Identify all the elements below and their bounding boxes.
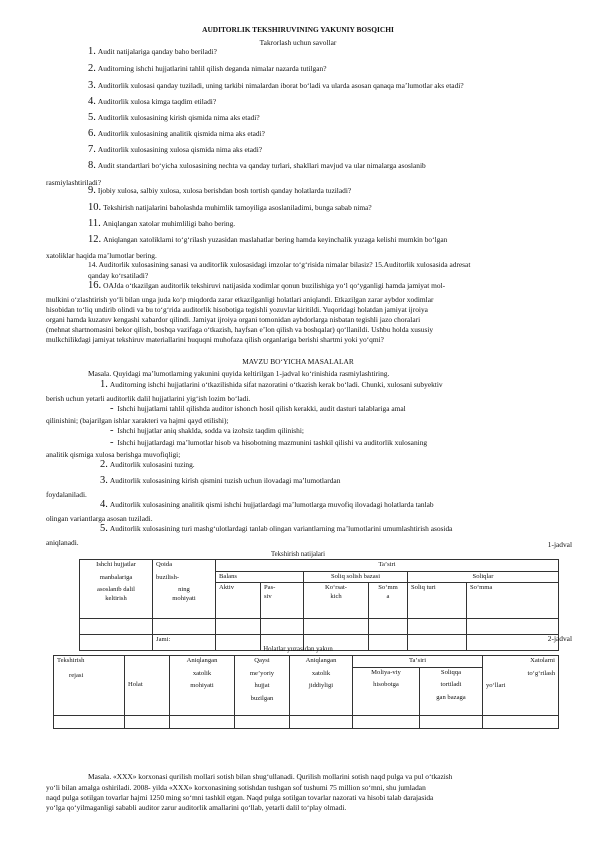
task-item: 4. Auditorlik xulosasining analitik qismi ishchi hujjatlardagi maʼlumotlarga muvofiq ilovadagi holatlarda tanlab xyxy=(100,499,434,510)
question-item: 9. Ijobiy xulosa, salbiy xulosa, xulosa berishdan bosh tortish qanday holatlarda tuziladi? xyxy=(88,185,352,196)
table1-caption: Tekshirish natijalari xyxy=(270,551,326,558)
question-item: 11. Aniqlangan xatolar muhimliligi baho bering. xyxy=(88,218,236,229)
final-paragraph-line: Masala. «XXX» korxonasi qurilish mollari sotish bilan shugʻullanadi. Qurilish mollarini sotish naqd pulga va pul oʻtkazish xyxy=(88,772,453,781)
paragraph-line: (mehnat shartnomasini bekor qilish, boshqa vazifaga oʻtkazish, hayfsan eʼlon qilish va boshqalar) qoʻllanildi. Ushbu holda xususiy xyxy=(46,325,434,334)
table1-header-effect: Taʼsiri xyxy=(216,560,559,572)
masala-intro: Masala. Quyidagi maʼlumotlarning yakunini quyida keltirilgan 1-jadval koʻrinishida rasmiylashtiring. xyxy=(88,369,390,378)
paragraph-line: hisobidan toʻliq undirib olindi va bu toʻgʻrida auditorlik hisobotiga tegishli yozuvlar kiritildi. Yuqoridagi holatdan jamiyat ijroiya xyxy=(46,305,428,314)
task-continuation: aniqlanadi. xyxy=(46,538,79,547)
table1-header-taxsum: Soʻmma xyxy=(467,583,559,619)
task-item: - Ishchi hujjatlarni tahlil qilishda auditor ishonch hosil qilish kerakki, audit dasturi talablariga amal xyxy=(110,403,406,414)
question-item: 8. Audit standartlari boʻyicha xulosasining nechta va qanday turlari, shakllari mavjud va ular nimalarga asoslanib xyxy=(88,160,426,171)
table1-header-taxes: Soliqlar xyxy=(408,571,559,583)
table2-header-error: Aniqlangan xatolik mohiyati xyxy=(170,656,235,716)
question-item: 10. Tekshirish natijalarini baholashda muhimlik tamoyiliga asoslaniladimi, bunga sabab nima? xyxy=(88,202,372,213)
table1-header-taxtype: Soliq turi xyxy=(408,583,467,619)
final-paragraph-line: naqd pulga sotilgan tovarlar hajmi 1250 ming soʻmni tashkil etgan. Naqd pulga sotilgan tovarlar nazorati va hisobi talab darajasida xyxy=(46,793,434,802)
table1-header-passiv: Pas- siv xyxy=(261,583,304,619)
task-continuation: foydalaniladi. xyxy=(46,490,87,499)
section-title: MAVZU BOʻYICHA MASALALAR xyxy=(242,357,354,366)
table2-header-financial: Moliya-viy hisobotga xyxy=(353,667,420,715)
question-item: 16. OAJda oʻtkazilgan auditorlik tekshiruvi natijasida xodimlar qonun buzilishiga yoʻl qoʻyganligi hamda jamiyat mol- xyxy=(88,280,446,291)
question-item: 1. Audit natijalariga qanday baho beriladi? xyxy=(88,46,217,57)
table2-header-effect: Taʼsiri xyxy=(353,656,483,668)
task-item: 2. Auditorlik xulosasini tuzing. xyxy=(100,459,195,470)
results-table xyxy=(79,559,559,651)
question-item: 14. Auditorlik xulosasining sanasi va auditorlik xulosasidagi imzolar toʻgʻrisida nimalar bilasiz? 15.Auditorlik xulosasida adresat xyxy=(88,260,471,269)
table1-header-aktiv: Aktiv xyxy=(216,583,261,619)
question-item: 12. Aniqlangan xatoliklarni toʻgʻrilash yuzasidan maslahatlar bering hamda keyinchalik yuzaga kelishi mumkin boʻlgan xyxy=(88,234,448,245)
table2-header-plan: Tekshirish rejasi xyxy=(54,656,125,716)
question-continuation: xatoliklar haqida maʼlumotlar bering. xyxy=(46,251,157,260)
question-item: 3. Auditorlik xulosasi qanday tuziladi, uning tarkibi nimalardan iborat boʻladi va ularda asosan qanaqa maʼlumotlar aks etadi? xyxy=(88,80,464,91)
page-subtitle: Takrorlash uchun savollar xyxy=(259,38,337,47)
task-continuation: analitik qismiga xulosa berishga muvofiqligi; xyxy=(46,450,181,459)
table2-header-taxbase: Soliqqa tortiladi gan bazaga xyxy=(420,667,483,715)
table2-header-fix: Xatolarni toʻgʻrilash yoʻllari xyxy=(483,656,559,716)
table-row xyxy=(54,715,559,728)
summary-table xyxy=(53,655,559,729)
question-continuation: qanday koʻrsatiladi? xyxy=(88,271,149,280)
table1-header-taxbase: Soliq solish bazasi xyxy=(304,571,408,583)
question-item: 5. Auditorlik xulosasining kirish qismida nima aks etadi? xyxy=(88,112,260,123)
question-item: 6. Auditorlik xulosasining analitik qismida nima aks etadi? xyxy=(88,128,265,139)
final-paragraph-line: yoʻlga qoʻyilmaganligi sababli auditor zarur auditorlik amallarini qoʻllab, yetarli dalil toʻplay olmadi. xyxy=(46,803,347,812)
paragraph-line: mulkchilikdagi jamiyat tekshiruv materiallarini huquqni muhofaza qilish organlariga berishi shartmi yoki yoʻqmi? xyxy=(46,335,384,344)
final-paragraph-line: yoʻli bilan amalga oshiriladi. 2008- yilda «XXX» korxonasining sotishdan tushgan sof tushumi 75 million soʻmni, shu jumladan xyxy=(46,783,426,792)
table2-header-document: Qaysi meʼyoriy hujjat buzilgan xyxy=(235,656,290,716)
table2-header-severity: Aniqlangan xatolik jiddiyligi xyxy=(290,656,353,716)
table1-header-source: Ishchi hujjatlar manbalariga asoslanib dalil keltirish xyxy=(80,560,153,619)
task-continuation: olingan variantlarga asosan tuziladi. xyxy=(46,514,153,523)
question-item: 7. Auditorlik xulosasining xulosa qismida nima aks etadi? xyxy=(88,144,263,155)
table2-caption: Holatlar yuzasidan yakun xyxy=(263,646,333,653)
task-item: 1. Auditorning ishchi hujjatlarini oʻtkazilishida sifat nazoratini oʻtkazish kerak boʻladi. Chunki, xulosani subyektiv xyxy=(100,379,443,390)
question-item: 2. Auditorning ishchi hujjatlarini tahlil qilish deganda nimalar nazarda tutilgan? xyxy=(88,63,327,74)
question-item: 4. Auditorlik xulosa kimga taqdim etiladi? xyxy=(88,96,217,107)
task-item: - Ishchi hujjatlar aniq shaklda, sodda va izohsiz taqdim qilinishi; xyxy=(110,425,304,436)
task-continuation: qilinishini; (bajarilgan ishlar xarakteri va hajmi qayd etilishi); xyxy=(46,416,229,425)
task-item: 5. Auditorlik xulosasining turi mashgʻulotlardagi tanlab olingan variantlarning maʼlumotlarini umumlashtirish asosida xyxy=(100,523,453,534)
page-title: AUDITORLIK TEKSHIRUVINING YAKUNIY BOSQICHI xyxy=(202,25,394,34)
task-continuation: berish uchun yetarli auditorlik dalil hujjatlarini yigʻish lozim boʻladi. xyxy=(46,394,251,403)
table1-header-violation: Qoida buzilish- ning mohiyati xyxy=(153,560,216,619)
task-item: 3. Auditorlik xulosasining kirish qismini tuzish uchun ilovadagi maʼlumotlardan xyxy=(100,475,341,486)
paragraph-line: mulkini oʻzlashtirish yoʻli bilan unga juda koʻp miqdorda zarar etkazilganligi holatlari aniqlandi. Etkazilgan zarar aybdor xodimlar xyxy=(46,295,434,304)
table1-label: 1-jadval xyxy=(547,540,572,549)
table1-total-label: Jami: xyxy=(153,635,216,651)
table2-header-case: Holat xyxy=(125,656,170,716)
paragraph-line: organi hamda kuzatuv kengashi xabardor qilindi. Jamiyat ijroiya organi tomonidan aybdorlarga nisbatan tegishli jazo choralari xyxy=(46,315,421,324)
table2-label: 2-jadval xyxy=(547,634,572,643)
table1-header-indicator: Koʻrsat- kich xyxy=(304,583,369,619)
question-continuation: rasmiylashtiriladi? xyxy=(46,178,102,187)
table1-header-sum: Soʻmm a xyxy=(369,583,408,619)
table-row xyxy=(80,619,559,635)
task-item: - Ishchi hujjatlardagi maʼlumotlar hisob va hisobotning mazmunini tashkil qilishi va auditorlik xulosaning xyxy=(110,437,428,448)
table1-header-balance: Balans xyxy=(216,571,304,583)
